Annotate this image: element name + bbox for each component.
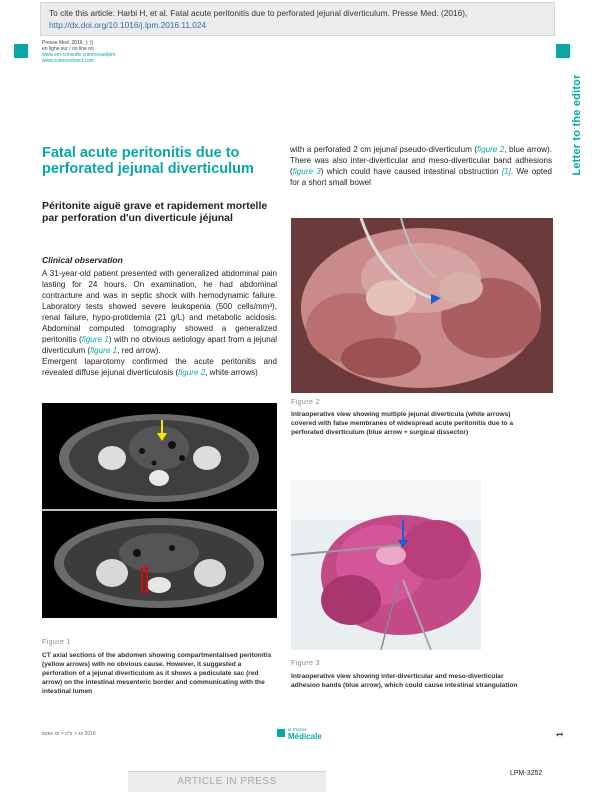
journal-url[interactable]: www.em-consulte.com/revue/lpm — [42, 52, 116, 58]
corner-marker-right — [556, 44, 570, 58]
figure2-label: Figure 2 — [291, 399, 320, 406]
figure1-caption: CT axial sections of the abdomen showing compartmentalised peritonitis (yellow arrows) with no obvious cause. However, it suggested a perforation of a jejunal diverticulum as it shows a pediculate sac (red arrow) on the intestinal mesenteric border and communicating with the intestinal lumen — [42, 652, 272, 695]
left-body-text — [42, 268, 277, 378]
page-number: 1 — [555, 732, 565, 737]
figure1-label: Figure 1 — [42, 639, 71, 646]
figure1-ref-2[interactable]: figure 1 — [90, 346, 118, 355]
citation-ref-1[interactable]: [1] — [501, 167, 511, 176]
figure3-image — [291, 480, 481, 650]
right-para-end: . We opted for a short small bowel — [290, 167, 552, 187]
side-label-text: Letter to the editor — [571, 74, 583, 176]
para2-end: , white arrows) — [205, 368, 258, 377]
para2-text: Emergent laparotomy confirmed the acute peritonitis and revealed diffuse jejunal diverticulosis ( — [42, 357, 277, 377]
article-title: Fatal acute peritonitis due to perforated jejunal diverticulum — [42, 145, 254, 177]
figure2-ref[interactable]: figure 2 — [178, 368, 206, 377]
figure3-ref[interactable]: figure 3 — [292, 167, 321, 176]
journal-ref: Presse Med. 2016; ): )) — [42, 40, 94, 46]
intraop-photo-1 — [291, 218, 553, 393]
right-para-text: with a perforated 2 cm jejunal pseudo-diverticulum ( — [290, 145, 478, 154]
figure2-ref-right[interactable]: figure 2 — [477, 145, 505, 154]
para1-mid: ) with no obvious aetiology apart from a jejunal diverticulum ( — [42, 335, 277, 355]
figure1-image — [42, 403, 277, 618]
online-label: en ligne sur / on line on — [42, 46, 94, 52]
figure3-label: Figure 3 — [291, 660, 320, 667]
section-side-label — [567, 70, 587, 180]
right-para-mid: , blue arrow). There was also inter-diverticular and meso-diverticular band adhesions ( — [290, 145, 552, 176]
doi-link[interactable]: http://dx.doi.org/10.1016/j.lpm.2016.11.024 — [49, 20, 207, 30]
figure1-ref[interactable]: figure 1 — [81, 335, 109, 344]
intraop-photo-2 — [291, 480, 481, 650]
sciencedirect-url[interactable]: www.sciencedirect.com — [42, 58, 94, 64]
section-heading: Clinical observation — [42, 255, 123, 265]
logo-top-text: la Presse — [288, 727, 307, 732]
figure2-image — [291, 218, 553, 393]
citation-text: To cite this article: Harbi H, et al. Fatal acute peritonitis due to perforated jejunal diverticulum. Presse Med. (2016), — [49, 8, 468, 18]
para1-end: , red arrow). — [117, 346, 161, 355]
article-code: LPM-3252 — [510, 770, 543, 777]
corner-marker-left — [14, 44, 28, 58]
logo-main-text: Médicale — [288, 732, 322, 741]
journal-logo — [277, 726, 322, 740]
article-subtitle: Péritonite aiguë grave et rapidement mortelle par perforation d'un diverticule jéjunal — [42, 200, 268, 224]
right-para-mid2: ) which could have caused intestinal obstruction — [320, 167, 502, 176]
citation-box — [40, 2, 555, 36]
right-body-text — [290, 144, 552, 188]
ct-scan-illustration — [42, 403, 277, 618]
figure3-caption: Intraoperative view showing inter-diverticular and meso-diverticular adhesion bands (blue arrow), which could cause intestinal strangulation — [291, 673, 518, 689]
journal-meta — [42, 40, 115, 64]
para1-text: A 31-year-old patient presented with generalized abdominal pain lasting for 24 hours. On examination, he had abdominal contracture and was in septic shock with hemodynamic failure. Laboratory tests showed severe leukopenia (500 cells/mm³), renal failure, hypo-protidemia (21 g/L) and metabolic acidosis. Abdominal computed tomography showed a generalized peritonitis ( — [42, 269, 277, 344]
footer-issue: tome xx > n°x > xx 2016 — [42, 731, 96, 737]
figure2-caption: Intraoperative view showing multiple jejunal diverticula (white arrows) covered with false membranes of widespread acute peritonitis due to a perforated diverticulum (blue arrow + surgical dissector) — [291, 411, 514, 436]
article-in-press-banner: ARTICLE IN PRESS — [128, 771, 326, 792]
logo-square-icon — [277, 729, 285, 737]
